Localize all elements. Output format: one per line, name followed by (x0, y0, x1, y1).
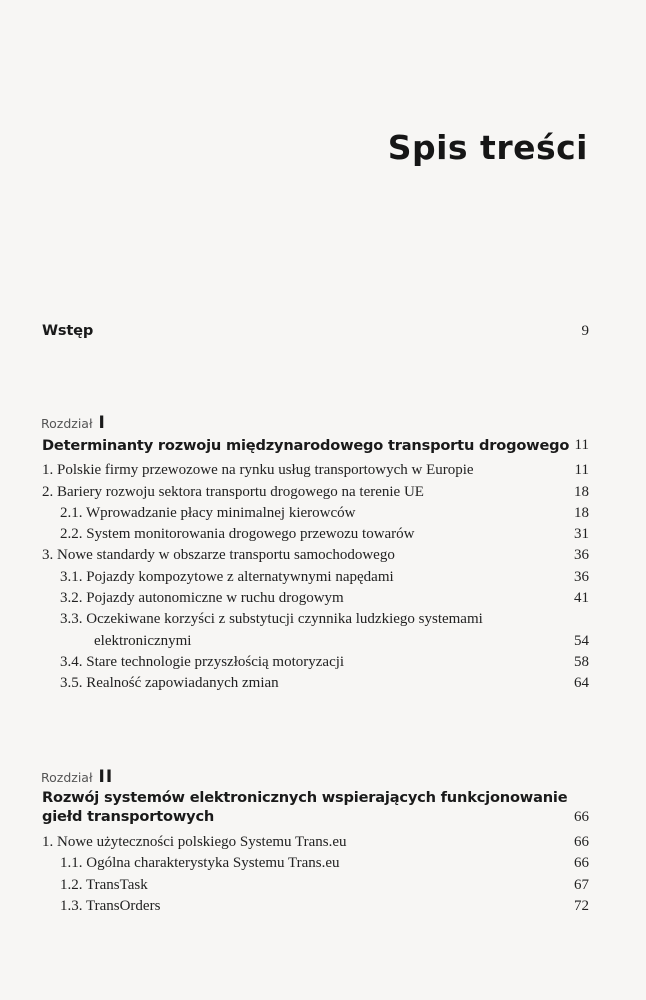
toc-entry[interactable]: 1. Polskie firmy przewozowe na rynku usług transportowych w Europie (42, 462, 474, 478)
toc-entry-page: 18 (574, 484, 589, 500)
chapter-label-text: Rozdział (41, 416, 93, 431)
toc-entry[interactable]: 1. Nowe użyteczności polskiego Systemu Trans.eu (42, 834, 347, 850)
toc-subentry[interactable]: 3.2. Pojazdy autonomiczne w ruchu drogowym (60, 590, 344, 606)
chapter-page: 11 (574, 437, 589, 453)
toc-subentry[interactable]: 3.1. Pojazdy kompozytowe z alternatywnymi napędami (60, 569, 394, 585)
chapter-title-continuation[interactable]: giełd transportowych (42, 808, 215, 825)
toc-entry-page: 31 (574, 526, 589, 542)
toc-subentry[interactable]: 1.2. TransTask (60, 877, 148, 893)
toc-entry-page: 41 (574, 590, 589, 606)
chapter-title[interactable]: Rozwój systemów elektronicznych wspierających funkcjonowanie (42, 789, 568, 806)
toc-entry-page: 67 (574, 877, 589, 893)
toc-entry-page: 11 (574, 462, 589, 478)
toc-subentry-continuation[interactable]: elektronicznymi (94, 633, 192, 649)
toc-subentry[interactable]: 3.5. Realność zapowiadanych zmian (60, 675, 279, 691)
toc-intro-label[interactable]: Wstęp (42, 322, 94, 339)
toc-subentry[interactable]: 1.3. TransOrders (60, 898, 161, 914)
toc-entry-page: 36 (574, 547, 589, 563)
toc-entry-page: 64 (574, 675, 589, 691)
chapter-label-text: Rozdział (41, 770, 93, 785)
toc-subentry[interactable]: 3.4. Stare technologie przyszłością motoryzacji (60, 654, 345, 670)
toc-subentry[interactable]: 2.1. Wprowadzanie płacy minimalnej kierowców (60, 505, 356, 521)
chapter-title[interactable]: Determinanty rozwoju międzynarodowego transportu drogowego (42, 437, 570, 454)
chapter-numeral: I (98, 413, 106, 433)
toc-entry-page: 66 (574, 855, 589, 871)
toc-entry-page: 18 (574, 505, 589, 521)
toc-subentry[interactable]: 3.3. Oczekiwane korzyści z substytucji czynnika ludzkiego systemami (60, 611, 483, 627)
toc-entry[interactable]: 3. Nowe standardy w obszarze transportu samochodowego (42, 547, 395, 563)
toc-entry[interactable]: 2. Bariery rozwoju sektora transportu drogowego na terenie UE (42, 484, 424, 500)
chapter-numeral: II (98, 767, 114, 787)
toc-entry-page: 58 (574, 654, 589, 670)
toc-entry-page: 36 (574, 569, 589, 585)
toc-subentry[interactable]: 1.1. Ogólna charakterystyka Systemu Trans.eu (60, 855, 340, 871)
page-title: Spis treści (387, 128, 588, 167)
toc-entry-page: 66 (574, 834, 589, 850)
toc-intro-page: 9 (581, 323, 589, 339)
toc-entry-page: 54 (574, 633, 589, 649)
chapter-label (41, 413, 106, 433)
chapter-label (41, 767, 113, 787)
chapter-page: 66 (574, 809, 589, 825)
toc-subentry[interactable]: 2.2. System monitorowania drogowego przewozu towarów (60, 526, 415, 542)
toc-entry-page: 72 (574, 898, 589, 914)
